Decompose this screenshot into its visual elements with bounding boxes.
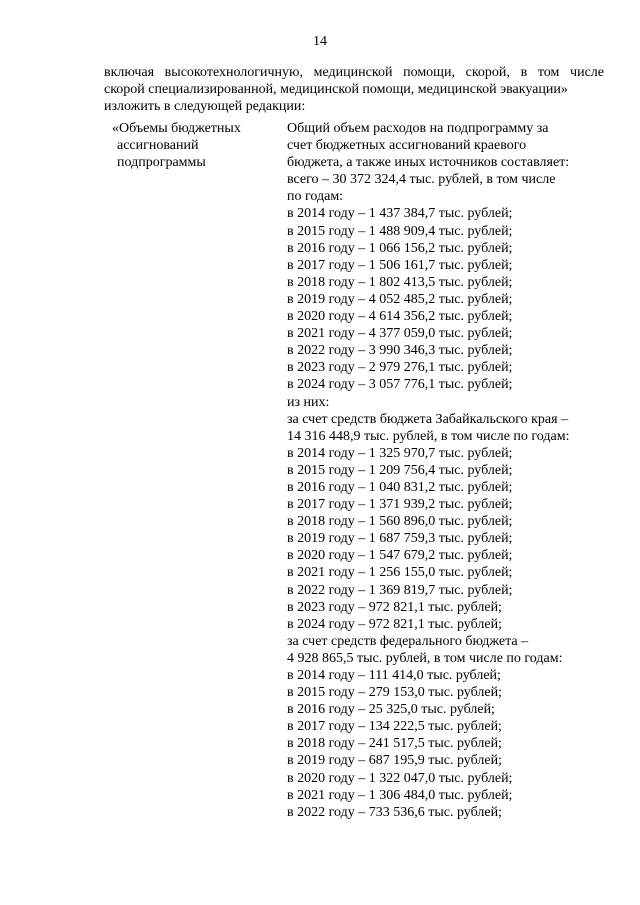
right-column-line: в 2014 году – 1 325 970,7 тыс. рублей; [287, 445, 513, 461]
right-column-line: из них: [287, 394, 330, 410]
right-column-line: в 2018 году – 1 560 896,0 тыс. рублей; [287, 514, 513, 530]
right-column-line: в 2019 году – 1 687 759,3 тыс. рублей; [287, 531, 513, 547]
right-column-line: в 2021 году – 1 256 155,0 тыс. рублей; [287, 565, 513, 581]
right-column-line: в 2015 году – 279 153,0 тыс. рублей; [287, 685, 502, 701]
intro-line: включая высокотехнологичную, медицинской помощи, скорой, в том числе [104, 65, 604, 80]
right-column-line: в 2017 году – 1 371 939,2 тыс. рублей; [287, 497, 513, 513]
right-column-line: в 2016 году – 1 066 156,2 тыс. рублей; [287, 240, 513, 256]
right-column-line: в 2020 году – 1 547 679,2 тыс. рублей; [287, 548, 513, 564]
right-column-line: 14 316 448,9 тыс. рублей, в том числе по годам: [287, 428, 570, 444]
right-column-line: в 2017 году – 134 222,5 тыс. рублей; [287, 719, 502, 735]
right-column-line: по годам: [287, 189, 344, 205]
right-column-line: Общий объем расходов на подпрограмму за [287, 121, 549, 136]
right-column-line: в 2022 году – 3 990 346,3 тыс. рублей; [287, 343, 513, 359]
right-column-line: в 2022 году – 733 536,6 тыс. рублей; [287, 804, 502, 820]
right-column-line: 4 928 865,5 тыс. рублей, в том числе по годам: [287, 650, 563, 666]
right-column-line: за счет средств бюджета Забайкальского края – [287, 411, 569, 427]
intro-line: скорой специализированной, медицинской помощи, медицинской эвакуации» [104, 82, 568, 97]
right-column-line: в 2021 году – 4 377 059,0 тыс. рублей; [287, 326, 513, 342]
table-right-column [287, 120, 607, 821]
right-column-line: в 2019 году – 687 195,9 тыс. рублей; [287, 753, 502, 769]
right-column-line: в 2022 году – 1 369 819,7 тыс. рублей; [287, 582, 513, 598]
right-column-line: в 2020 году – 4 614 356,2 тыс. рублей; [287, 309, 513, 325]
right-column-line: счет бюджетных ассигнований краевого [287, 138, 527, 154]
right-column-line: в 2020 году – 1 322 047,0 тыс. рублей; [287, 770, 513, 786]
right-column-line: в 2016 году – 1 040 831,2 тыс. рублей; [287, 479, 513, 495]
left-column-line: «Объемы бюджетных [112, 121, 241, 136]
right-column-line: в 2024 году – 3 057 776,1 тыс. рублей; [287, 377, 513, 393]
right-column-line: в 2018 году – 241 517,5 тыс. рублей; [287, 736, 502, 752]
right-column-line: в 2016 году – 25 325,0 тыс. рублей; [287, 702, 495, 718]
right-column-line: в 2024 году – 972 821,1 тыс. рублей; [287, 616, 502, 632]
intro-line: изложить в следующей редакции: [104, 99, 306, 114]
right-column-line: в 2015 году – 1 488 909,4 тыс. рублей; [287, 223, 513, 239]
right-column-line: в 2017 году – 1 506 161,7 тыс. рублей; [287, 257, 513, 273]
right-column-line: в 2021 году – 1 306 484,0 тыс. рублей; [287, 787, 513, 803]
right-column-line: в 2023 году – 2 979 276,1 тыс. рублей; [287, 360, 513, 376]
right-column-line: в 2019 году – 4 052 485,2 тыс. рублей; [287, 291, 513, 307]
right-column-line: за счет средств федерального бюджета – [287, 633, 529, 649]
right-column-line: в 2014 году – 111 414,0 тыс. рублей; [287, 668, 501, 683]
right-column-line: в 2014 году – 1 437 384,7 тыс. рублей; [287, 206, 513, 222]
page-number: 14 [313, 34, 327, 49]
left-column-line: ассигнований [117, 138, 199, 153]
right-column-line: всего – 30 372 324,4 тыс. рублей, в том числе [287, 172, 556, 188]
right-column-line: бюджета, а также иных источников составляет: [287, 155, 570, 171]
table-left-column [112, 120, 272, 171]
left-column-line: подпрограммы [117, 155, 206, 170]
right-column-line: в 2023 году – 972 821,1 тыс. рублей; [287, 599, 502, 615]
right-column-line: в 2018 году – 1 802 413,5 тыс. рублей; [287, 274, 513, 290]
right-column-line: в 2015 году – 1 209 756,4 тыс. рублей; [287, 462, 513, 478]
intro-paragraph [104, 64, 604, 115]
